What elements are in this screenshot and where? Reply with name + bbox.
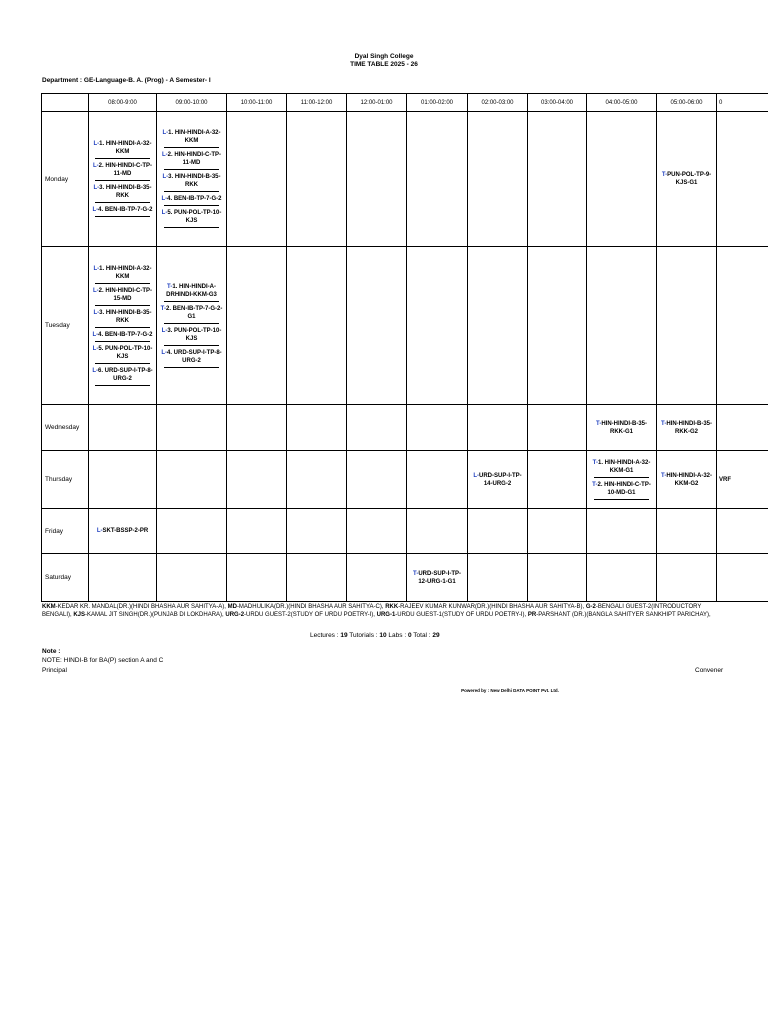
faculty-code: URG-1 <box>376 612 396 618</box>
course-code: 3. HIN-HINDI-B-35-RKK <box>99 309 152 324</box>
tutorials-count: 10 <box>379 632 387 639</box>
class-entry <box>91 140 154 156</box>
corner-cell <box>42 94 89 112</box>
faculty-legend <box>42 603 722 619</box>
course-code: PUN-POL-TP-9-KJS-G1 <box>667 172 712 186</box>
slot-cell <box>587 554 657 602</box>
entry-separator <box>164 191 219 192</box>
session-type-prefix: T- <box>592 459 598 466</box>
course-code: HIN-HINDI-B-35-RKK-G1 <box>601 420 647 435</box>
entry-separator <box>164 301 219 302</box>
class-entry <box>159 349 224 365</box>
entry-separator <box>95 363 150 364</box>
session-type-prefix: L- <box>161 327 168 334</box>
class-entry <box>659 171 714 187</box>
course-code: 4. URD-SUP-I-TP-8-URG-2 <box>167 349 222 364</box>
session-type-prefix: L- <box>162 130 169 136</box>
session-type-prefix: L- <box>93 141 100 147</box>
slot-cell <box>89 509 157 554</box>
slot-cell <box>227 112 287 247</box>
entry-separator <box>594 477 649 478</box>
class-entry <box>159 209 224 225</box>
college-name: Dyal Singh College <box>354 53 414 60</box>
entry-separator <box>95 180 150 181</box>
class-entry <box>159 327 224 343</box>
labs-label: Labs : <box>386 632 408 639</box>
session-type-prefix: L- <box>96 528 103 534</box>
slot-cell <box>157 554 227 602</box>
faculty-description: -URDU GUEST-1(STUDY OF URDU POETRY-I), <box>395 612 528 618</box>
session-type-prefix: L- <box>161 349 167 356</box>
slot-cell <box>407 247 468 405</box>
slot-cell <box>287 451 347 509</box>
timetable-body <box>42 112 768 602</box>
time-header-row <box>42 94 768 112</box>
course-code: 1. HIN-HINDI-A-DRHINDI-KKM-G3 <box>166 283 217 298</box>
slot-cell <box>157 112 227 247</box>
class-entry <box>589 481 654 497</box>
slot-cell <box>468 405 528 451</box>
class-entry <box>91 309 154 325</box>
faculty-code: KKM <box>42 604 56 610</box>
slot-cell <box>227 247 287 405</box>
slot-cell <box>347 112 407 247</box>
course-code: 1. HIN-HINDI-A-32-KKM-G1 <box>598 459 651 474</box>
course-code: 6. URD-SUP-I-TP-8-URG-2 <box>98 367 153 382</box>
slot-cell <box>287 247 347 405</box>
slot-cell <box>89 247 157 405</box>
slot-cell <box>227 554 287 602</box>
note-heading: Note : <box>42 648 61 655</box>
day-row-friday <box>42 509 768 554</box>
labs-count: 0 <box>407 632 412 639</box>
faculty-code: URG-2 <box>225 612 245 618</box>
tutorials-label: Tutorials : <box>347 632 380 639</box>
class-entry <box>91 206 154 214</box>
time-slot-header: 0 <box>717 94 768 112</box>
course-code: VRF <box>719 476 731 483</box>
class-entry <box>91 265 154 281</box>
slot-cell <box>657 112 717 247</box>
day-label: Saturday <box>42 554 89 602</box>
slot-cell <box>287 405 347 451</box>
slot-cell <box>717 509 768 554</box>
class-entry <box>159 283 224 299</box>
faculty-code: KJS <box>73 612 86 618</box>
session-type-prefix: L- <box>162 174 169 180</box>
slot-cell <box>587 405 657 451</box>
session-type-prefix: L- <box>92 367 98 374</box>
class-entry <box>589 420 654 436</box>
slot-cell <box>347 247 407 405</box>
slot-cell <box>157 405 227 451</box>
slot-cell <box>657 451 717 509</box>
timetable-title: TIME TABLE 2025 - 26 <box>350 61 418 68</box>
slot-cell <box>347 405 407 451</box>
course-code: HIN-HINDI-A-32-KKM-G2 <box>666 472 712 487</box>
session-type-prefix: L- <box>161 152 168 158</box>
day-label: Wednesday <box>42 405 89 451</box>
slot-cell <box>89 554 157 602</box>
slot-cell <box>89 451 157 509</box>
slot-cell <box>657 247 717 405</box>
slot-cell <box>89 112 157 247</box>
slot-cell <box>468 247 528 405</box>
time-slot-header: 01:00-02:00 <box>407 94 468 112</box>
time-slot-header: 11:00-12:00 <box>287 94 347 112</box>
department-heading: Department : GE-Language-B. A. (Prog) - A Semester- I <box>42 77 211 84</box>
time-slot-header: 08:00-9:00 <box>89 94 157 112</box>
slot-cell <box>157 247 227 405</box>
day-label: Tuesday <box>42 247 89 405</box>
course-code: HIN-HINDI-B-35-RKK-G2 <box>666 420 712 435</box>
convener-label: Convener <box>695 667 724 674</box>
course-code: URD-SUP-I-TP-14-URG-2 <box>479 472 522 487</box>
class-entry <box>91 527 154 535</box>
course-code: 1. HIN-HINDI-A-32-KKM <box>99 265 152 280</box>
session-type-prefix: L- <box>92 345 99 352</box>
slot-cell <box>157 451 227 509</box>
day-row-saturday <box>42 554 768 602</box>
slot-cell <box>468 112 528 247</box>
course-code: URD-SUP-I-TP-12-URG-1-G1 <box>418 570 461 585</box>
session-type-prefix: L- <box>92 331 99 338</box>
day-row-thursday <box>42 451 768 509</box>
entry-separator <box>164 367 219 368</box>
entry-separator <box>95 341 150 342</box>
lectures-label: Lectures : <box>310 632 341 639</box>
entry-separator <box>164 169 219 170</box>
class-entry <box>91 367 154 383</box>
entry-separator <box>164 323 219 324</box>
class-entry <box>91 345 154 361</box>
session-type-prefix: L- <box>93 185 100 191</box>
faculty-description: -BENGALI GUEST-2(INTRODUCTORY BENGALI), <box>42 604 702 618</box>
class-entry <box>91 331 154 339</box>
slot-cell <box>287 554 347 602</box>
slot-cell <box>587 509 657 554</box>
total-count: 29 <box>432 632 440 639</box>
slot-cell <box>347 451 407 509</box>
slot-cell <box>657 554 717 602</box>
class-entry <box>91 184 154 200</box>
class-entry <box>470 472 525 488</box>
faculty-code: G-2 <box>585 604 596 610</box>
class-entry <box>159 129 224 145</box>
slot-cell <box>287 509 347 554</box>
session-type-prefix: T- <box>592 481 598 488</box>
session-type-prefix: L- <box>161 196 168 202</box>
course-code: 5. PUN-POL-TP-10-KJS <box>167 210 222 224</box>
slot-cell <box>657 405 717 451</box>
slot-cell <box>407 112 468 247</box>
slot-cell <box>528 112 587 247</box>
entry-separator <box>95 327 150 328</box>
time-slot-header: 10:00-11:00 <box>227 94 287 112</box>
course-code: 4. BEN-IB-TP-7-G-2 <box>98 331 153 338</box>
class-entry <box>91 287 154 303</box>
session-type-prefix: T- <box>595 420 602 427</box>
course-code: 2. HIN-HINDI-C-TP-11-MD <box>98 163 152 177</box>
class-entry <box>719 476 768 484</box>
course-code: 1. HIN-HINDI-A-32-KKM <box>99 141 152 155</box>
slot-cell <box>587 247 657 405</box>
class-entry <box>589 459 654 475</box>
entry-separator <box>95 216 150 217</box>
faculty-code: PR <box>527 612 537 618</box>
class-entry <box>159 151 224 167</box>
slot-cell <box>468 451 528 509</box>
class-entry <box>91 162 154 178</box>
session-type-prefix: L- <box>473 472 479 479</box>
session-type-prefix: L- <box>92 207 99 213</box>
course-code: 2. HIN-HINDI-C-TP-10-MD-G1 <box>597 481 651 496</box>
entry-separator <box>95 202 150 203</box>
time-slot-header: 09:00-10:00 <box>157 94 227 112</box>
entry-separator <box>164 227 219 228</box>
slot-cell <box>717 247 768 405</box>
timetable-grid <box>41 93 768 602</box>
course-code: 4. BEN-IB-TP-7-G-2 <box>98 207 153 213</box>
slot-cell <box>528 405 587 451</box>
slot-cell <box>407 451 468 509</box>
course-code: 3. PUN-POL-TP-10-KJS <box>167 327 222 342</box>
session-type-prefix: T- <box>412 570 419 577</box>
entry-separator <box>164 345 219 346</box>
slot-cell <box>528 554 587 602</box>
course-code: 2. BEN-IB-TP-7-G-2-G1 <box>166 305 223 320</box>
day-label: Monday <box>42 112 89 247</box>
faculty-description: -KAMAL JIT SINGH(DR.)(PUNJAB DI LOKDHARA), <box>85 612 226 618</box>
entry-separator <box>95 305 150 306</box>
slot-cell <box>468 554 528 602</box>
day-row-tuesday <box>42 247 768 405</box>
slot-cell <box>587 112 657 247</box>
session-type-prefix: T- <box>661 172 668 178</box>
course-code: 2. HIN-HINDI-C-TP-15-MD <box>98 287 152 302</box>
slot-cell <box>287 112 347 247</box>
course-code: 1. HIN-HINDI-A-32-KKM <box>168 130 221 144</box>
slot-cell <box>227 451 287 509</box>
course-code: 3. HIN-HINDI-B-35-RKK <box>168 174 221 188</box>
session-type-prefix: T- <box>660 472 667 479</box>
slot-cell <box>407 405 468 451</box>
time-slot-header: 02:00-03:00 <box>468 94 528 112</box>
day-label: Friday <box>42 509 89 554</box>
faculty-code: RKK <box>385 604 399 610</box>
slot-cell <box>528 451 587 509</box>
day-label: Thursday <box>42 451 89 509</box>
slot-cell <box>717 451 768 509</box>
class-entry <box>659 472 714 488</box>
class-entry <box>159 195 224 203</box>
slot-cell <box>587 451 657 509</box>
course-code: 4. BEN-IB-TP-7-G-2 <box>167 196 222 202</box>
powered-by: Powered by : New Delhi DATA POINT Pvt. Ltd. <box>461 688 559 693</box>
class-entry <box>159 305 224 321</box>
course-code: SKT-BSSP-2-PR <box>102 528 149 534</box>
time-slot-header: 04:00-05:00 <box>587 94 657 112</box>
entry-separator <box>164 147 219 148</box>
entry-separator <box>95 158 150 159</box>
entry-separator <box>95 283 150 284</box>
slot-cell <box>657 509 717 554</box>
slot-cell <box>347 554 407 602</box>
session-counts <box>310 632 440 639</box>
session-type-prefix: T- <box>160 305 166 312</box>
faculty-code: MD <box>227 604 237 610</box>
session-type-prefix: L- <box>92 163 99 169</box>
session-type-prefix: L- <box>92 287 99 294</box>
course-code: 3. HIN-HINDI-B-35-RKK <box>99 185 152 199</box>
slot-cell <box>407 554 468 602</box>
course-code: 2. HIN-HINDI-C-TP-11-MD <box>167 152 221 166</box>
session-type-prefix: T- <box>166 283 173 290</box>
slot-cell <box>468 509 528 554</box>
note-text: NOTE: HINDI-B for BA(P) section A and C <box>42 657 164 664</box>
entry-separator <box>164 205 219 206</box>
slot-cell <box>717 112 768 247</box>
slot-cell <box>89 405 157 451</box>
slot-cell <box>347 509 407 554</box>
session-type-prefix: T- <box>660 420 667 427</box>
entry-separator <box>594 499 649 500</box>
slot-cell <box>227 405 287 451</box>
session-type-prefix: L- <box>93 309 100 316</box>
total-label: Total : <box>411 632 433 639</box>
day-row-wednesday <box>42 405 768 451</box>
slot-cell <box>528 247 587 405</box>
slot-cell <box>528 509 587 554</box>
slot-cell <box>407 509 468 554</box>
slot-cell <box>157 509 227 554</box>
faculty-description: -KEDAR KR. MANDAL(DR.)(HINDI BHASHA AUR SAHITYA-A), <box>55 604 228 610</box>
lectures-count: 19 <box>340 632 348 639</box>
day-row-monday <box>42 112 768 247</box>
slot-cell <box>717 405 768 451</box>
slot-cell <box>717 554 768 602</box>
course-code: 5. PUN-POL-TP-10-KJS <box>98 345 153 360</box>
time-slot-header: 03:00-04:00 <box>528 94 587 112</box>
faculty-description: -RAJEEV KUMAR KUNWAR(DR.)(HINDI BHASHA AUR SAHITYA-B), <box>398 604 586 610</box>
faculty-description: -URDU GUEST-2(STUDY OF URDU POETRY-I), <box>244 612 377 618</box>
class-entry <box>659 420 714 436</box>
principal-label: Principal <box>42 667 67 674</box>
slot-cell <box>227 509 287 554</box>
time-slot-header: 05:00-06:00 <box>657 94 717 112</box>
session-type-prefix: L- <box>93 265 100 272</box>
faculty-description: -MADHULIKA(DR.)(HINDI BHASHA AUR SAHITYA-C), <box>236 604 386 610</box>
faculty-description: -PARSHANT (DR.)(BANGLA SAHITYER SANKHIPT PARICHAY), <box>536 612 711 618</box>
class-entry <box>409 570 465 586</box>
session-type-prefix: L- <box>161 210 168 216</box>
entry-separator <box>95 385 150 386</box>
class-entry <box>159 173 224 189</box>
time-slot-header: 12:00-01:00 <box>347 94 407 112</box>
